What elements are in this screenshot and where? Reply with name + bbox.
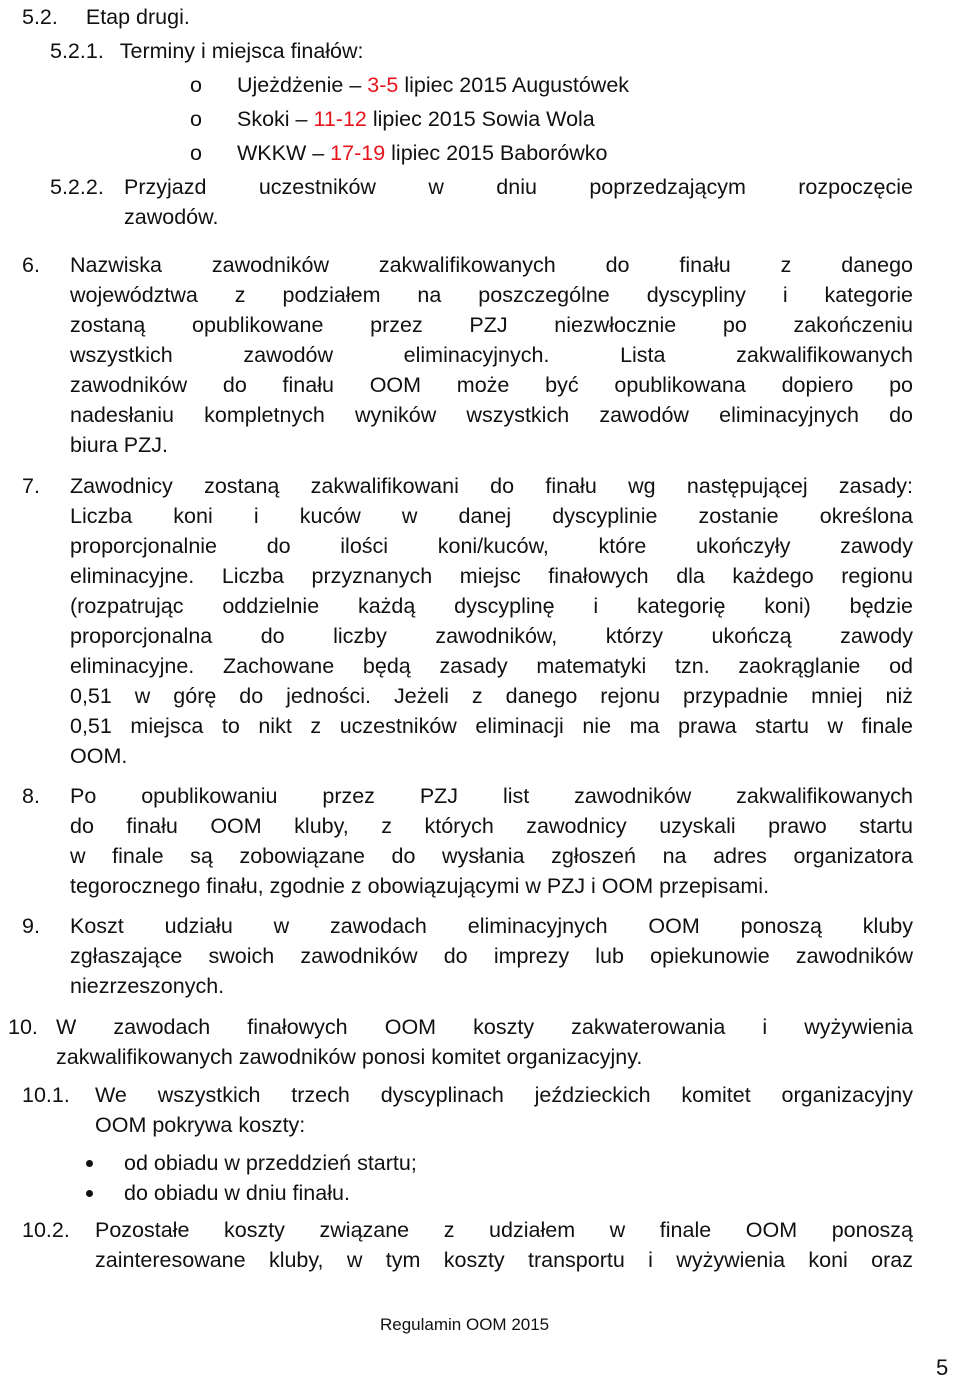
paragraph-7: [70, 471, 913, 771]
paragraph-8: [70, 781, 913, 901]
text-line: zawodników do finału OOM może być opublikowana dopiero po: [70, 373, 913, 397]
page-footer: Regulamin OOM 2015: [380, 1315, 550, 1334]
list-marker: o: [190, 141, 202, 165]
paragraph-9: [70, 911, 913, 1001]
text-line: Zawodnicy zostaną zakwalifikowani do finału wg następującej zasady:: [70, 474, 913, 498]
text-line: We wszystkich trzech dyscyplinach jeździeckich komitet organizacyjny: [95, 1083, 913, 1107]
paragraph-number-8: 8.: [22, 784, 40, 808]
paragraph-6: [70, 250, 913, 460]
text-line: zawodów.: [124, 205, 219, 229]
event-details: lipiec 2015 Augustówek: [398, 73, 630, 97]
text-line: eliminacyjne. Zachowane będą zasady matematyki tzn. zaokrąglanie od: [70, 654, 913, 678]
event-details: lipiec 2015 Baborówko: [385, 141, 608, 165]
paragraph-10-1: [95, 1080, 913, 1140]
text-line: proporcjonalnie do ilości koni/kuców, które ukończyły zawody: [70, 534, 913, 558]
event-discipline: Ujeżdżenie –: [237, 73, 368, 97]
text-line: eliminacyjne. Liczba przyznanych miejsc finałowych dla każdego regionu: [70, 564, 913, 588]
paragraph-number-10-1: 10.1.: [22, 1083, 70, 1107]
text-line: województwa z podziałem na poszczególne dyscypliny i kategorie: [70, 283, 913, 307]
text-line: 0,51 miejsca to nikt z uczestników eliminacji nie ma prawa startu w finale: [70, 714, 913, 738]
text-line: OOM.: [70, 744, 128, 768]
text-line: do finału OOM kluby, z których zawodnicy uzyskali prawo startu: [70, 814, 913, 838]
bullet-text: do obiadu w dniu finału.: [124, 1181, 350, 1205]
text-line: W zawodach finałowych OOM koszty zakwaterowania i wyżywienia: [56, 1015, 913, 1039]
paragraph-number-10: 10.: [8, 1015, 38, 1039]
text-line: 0,51 w górę do jedności. Jeżeli z danego rejonu przypadnie mniej niż: [70, 684, 913, 708]
paragraph-10: [56, 1012, 913, 1072]
event-details: lipiec 2015 Sowia Wola: [366, 107, 595, 131]
text-line: tegorocznego finału, zgodnie z obowiązującymi w PZJ i OOM przepisami.: [70, 874, 770, 898]
text-line: Pozostałe koszty związane z udziałem w finale OOM ponoszą: [95, 1218, 913, 1242]
bullet-icon: [86, 1160, 93, 1167]
text-line: Liczba koni i kuców w danej dyscyplinie zostanie określona: [70, 504, 913, 528]
event-discipline: Skoki –: [237, 107, 314, 131]
section-title: Etap drugi.: [85, 5, 190, 29]
section-number: 5.2.: [22, 5, 58, 29]
text-line: proporcjonalna do liczby zawodników, którzy ukończą zawody: [70, 624, 913, 648]
text-line: w finale są zobowiązane do wysłania zgłoszeń na adres organizatora: [70, 844, 913, 868]
text-line: zainteresowane kluby, w tym koszty transportu i wyżywienia koni oraz: [95, 1248, 913, 1272]
text-line: zostaną opublikowane przez PZJ niezwłocznie po zakończeniu: [70, 313, 913, 337]
paragraph-number-10-2: 10.2.: [22, 1218, 70, 1242]
paragraph-number-9: 9.: [22, 914, 40, 938]
text-line: zakwalifikowanych zawodników ponosi komitet organizacyjny.: [56, 1045, 643, 1069]
text-line: nadesłaniu kompletnych wyników wszystkich zawodów eliminacyjnych do: [70, 403, 913, 427]
event-dates: 17-19: [330, 141, 386, 165]
text-line: Nazwiska zawodników zakwalifikowanych do finału z danego: [70, 253, 913, 277]
section-number: 5.2.1.: [50, 39, 104, 63]
section-heading-5-2-1: [50, 36, 364, 66]
event-dates: 3-5: [367, 73, 399, 97]
text-line: Koszt udziału w zawodach eliminacyjnych OOM ponoszą kluby: [70, 914, 913, 938]
text-line: Po opublikowaniu przez PZJ list zawodników zakwalifikowanych: [70, 784, 913, 808]
text-line: niezrzeszonych.: [70, 974, 225, 998]
text-line: biura PZJ.: [70, 433, 168, 457]
page-number: 5: [936, 1355, 949, 1380]
text-line: (rozpatrując oddzielnie każdą dyscyplinę i kategorię koni) będzie: [70, 594, 913, 618]
event-discipline: WKKW –: [237, 141, 331, 165]
section-heading-5-2: [22, 2, 190, 32]
event-dates: 11-12: [313, 107, 367, 131]
paragraph-10-2: [95, 1215, 913, 1275]
bullet-icon: [86, 1190, 93, 1197]
paragraph-number-6: 6.: [22, 253, 40, 277]
text-line: zgłaszające swoich zawodników do imprezy lub opiekunowie zawodników: [70, 944, 913, 968]
list-marker: o: [190, 73, 202, 97]
text-line: Przyjazd uczestników w dniu poprzedzającym rozpoczęcie: [124, 175, 913, 199]
paragraph-number-7: 7.: [22, 474, 40, 498]
list-marker: o: [190, 107, 202, 131]
section-title: Terminy i miejsca finałów:: [119, 39, 364, 63]
section-5-2-2-text: [124, 172, 913, 232]
section-number-5-2-2: 5.2.2.: [50, 175, 104, 199]
bullet-text: od obiadu w przeddzień startu;: [124, 1151, 417, 1175]
text-line: OOM pokrywa koszty:: [95, 1113, 306, 1137]
text-line: wszystkich zawodów eliminacyjnych. Lista zakwalifikowanych: [70, 343, 913, 367]
